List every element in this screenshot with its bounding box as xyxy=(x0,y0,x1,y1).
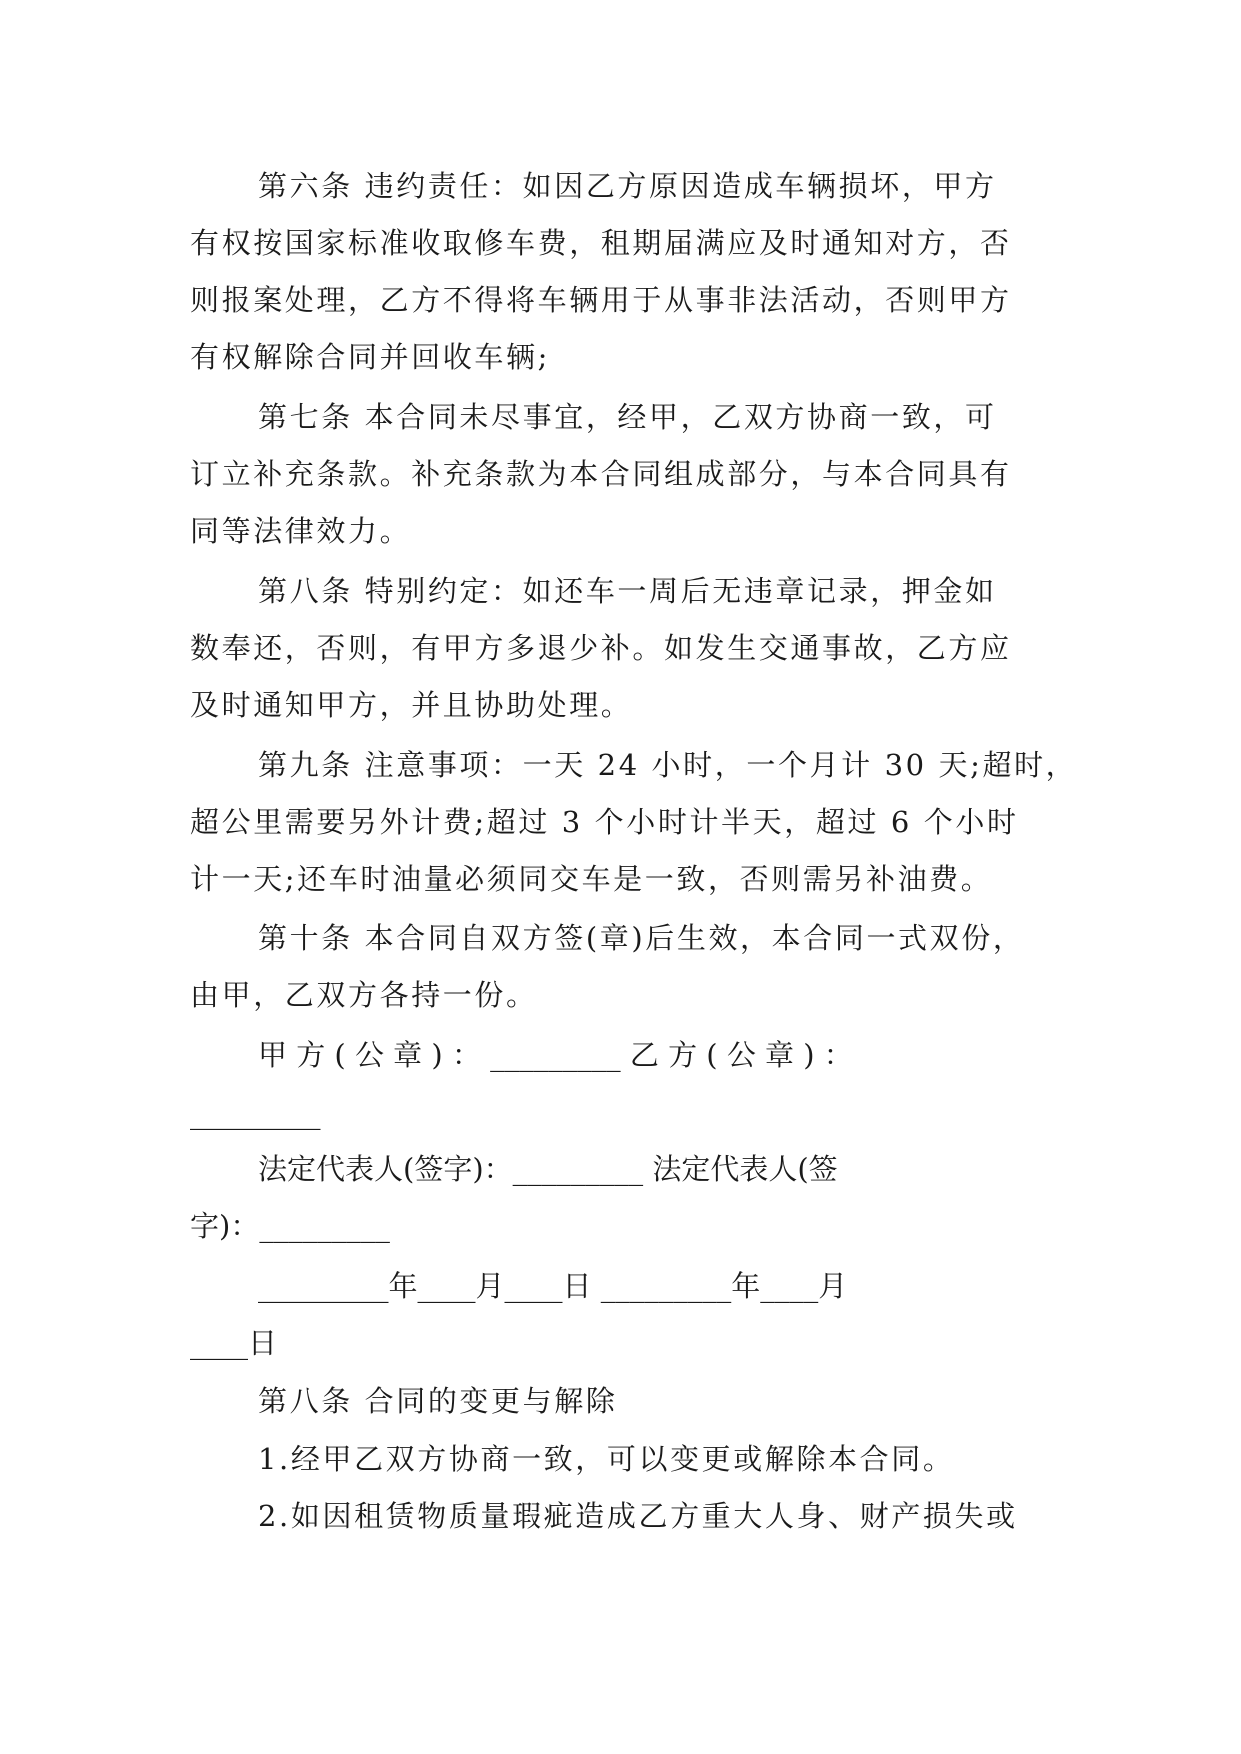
article-7-line-2: 订立补充条款。补充条款为本合同组成部分，与本合同具有 xyxy=(190,457,1012,491)
article-6-line-2: 有权按国家标准收取修车费，租期届满应及时通知对方，否 xyxy=(190,226,1012,260)
article-8-line-2: 数奉还，否则，有甲方多退少补。如发生交通事故，乙方应 xyxy=(190,631,1012,665)
clause-1: 1.经甲乙双方协商一致，可以变更或解除本合同。 xyxy=(258,1442,955,1476)
date-line: _________年____月____日 _________年____月 xyxy=(258,1269,848,1303)
article-10-line-2: 由甲，乙双方各持一份。 xyxy=(190,978,538,1012)
article-9-line-3: 计一天;还车时油量必须同交车是一致，否则需另补油费。 xyxy=(190,862,993,896)
article-7-line-1: 第七条 本合同未尽事宜，经甲，乙双方协商一致，可 xyxy=(258,400,997,434)
legal-rep-line: 法定代表人(签字)：_________ 法定代表人(签 xyxy=(258,1152,838,1186)
article-7-line-3: 同等法律效力。 xyxy=(190,514,412,548)
article-9-line-1: 第九条 注意事项：一天 24 小时，一个月计 30 天;超时， xyxy=(258,748,1078,782)
article-9-line-2: 超公里需要另外计费;超过 3 个小时计半天，超过 6 个小时 xyxy=(190,805,1019,839)
article-6-line-3: 则报案处理，乙方不得将车辆用于从事非法活动，否则甲方 xyxy=(190,283,1012,317)
article-10-line-1: 第十条 本合同自双方签(章)后生效，本合同一式双份， xyxy=(258,921,1025,955)
clause-2: 2.如因租赁物质量瑕疵造成乙方重大人身、财产损失或 xyxy=(258,1499,1018,1533)
article-8-title: 第八条 合同的变更与解除 xyxy=(258,1384,618,1418)
article-8-line-1: 第八条 特别约定：如还车一周后无违章记录，押金如 xyxy=(258,574,997,608)
party-seal-blank: _________ xyxy=(190,1096,321,1130)
article-6-line-4: 有权解除合同并回收车辆; xyxy=(190,340,550,374)
party-seal-line: 甲 方 ( 公 章 ) ： _________ 乙 方 ( 公 章 ) ： xyxy=(258,1038,853,1072)
legal-rep-line-2: 字)：_________ xyxy=(190,1209,390,1243)
article-6-line-1: 第六条 违约责任：如因乙方原因造成车辆损坏，甲方 xyxy=(258,169,997,203)
date-line-2: ____日 xyxy=(190,1326,278,1360)
article-8-line-3: 及时通知甲方，并且协助处理。 xyxy=(190,688,633,722)
